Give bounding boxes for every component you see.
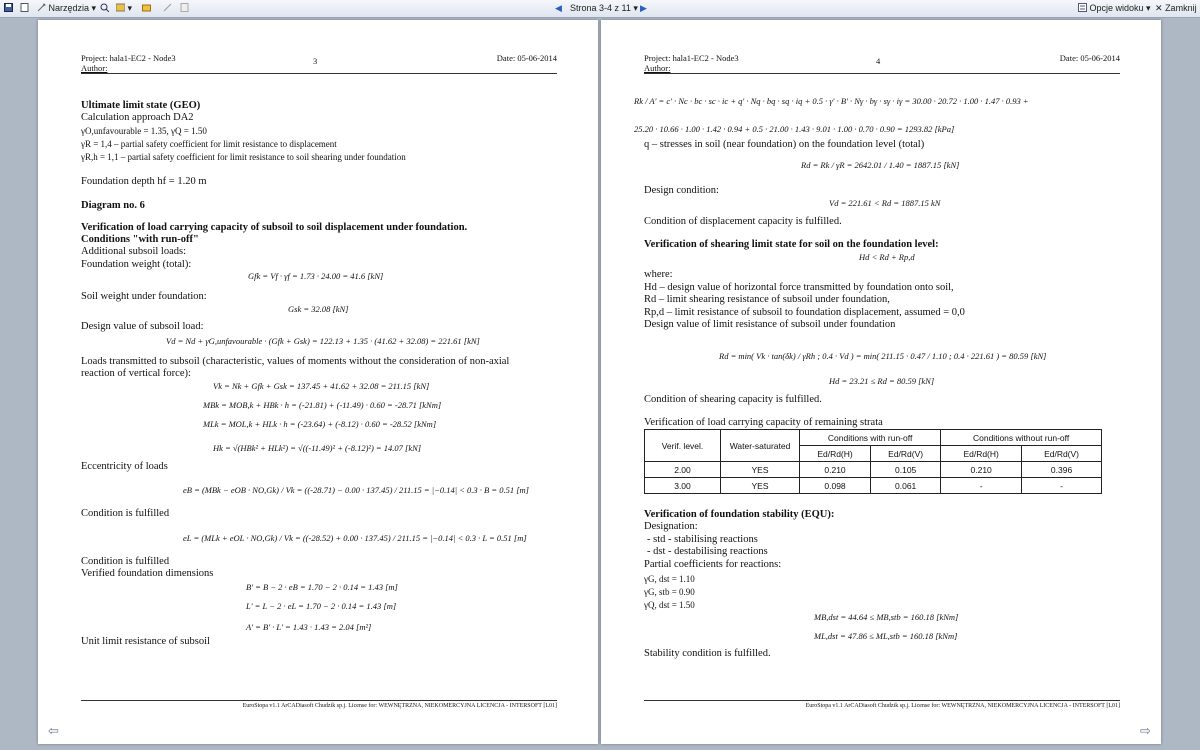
formula: Rd = min( Vk · tan(δk) / γRh ; 0.4 · Vd ) = min( 211.15 · 0.47 / 1.10 ; 0.4 · 221.61 ) = 80.59 [kN] bbox=[719, 351, 1047, 361]
body-text: Loads transmitted to subsoil (characteristic, values of moments without the consideration of non-axial bbox=[81, 356, 510, 367]
previous-page-icon[interactable]: ◀ bbox=[555, 3, 562, 13]
body-text: γR,h = 1,1 – partial safety coefficient for limit resistance to soil shearing under foundation bbox=[81, 152, 406, 162]
formula: Vd = 221.61 < Rd = 1887.15 kN bbox=[829, 198, 941, 208]
body-text: γO,unfavourable = 1.35, γQ = 1.50 bbox=[81, 126, 207, 136]
page-date: Date: 05-06-2014 bbox=[496, 53, 557, 63]
body-text: Unit limit resistance of subsoil bbox=[81, 636, 210, 647]
section-title: Verification of load carrying capacity of subsoil to soil displacement under foundation. bbox=[81, 222, 468, 233]
zoom-icon[interactable] bbox=[100, 2, 109, 15]
formula: Gfk = Vf · γf = 1.73 · 24.00 = 41.6 [kN] bbox=[248, 271, 384, 281]
body-text: - std - stabilising reactions bbox=[647, 534, 758, 545]
formula: MB,dst = 44.64 ≤ MB,stb = 160.18 [kNm] bbox=[814, 612, 959, 622]
footer-rule bbox=[81, 700, 557, 701]
body-text: Stability condition is fulfilled. bbox=[644, 648, 771, 659]
body-text: Condition is fulfilled bbox=[81, 556, 170, 567]
table-cell: 2.00 bbox=[645, 462, 721, 478]
page-footer: EuroStopa v1.1 ArCADiasoft Chudzik sp.j. License for: WEWNĘTRZNA, NIEKOMERCYJNA LICENCJA - INTERSOFT [L01] bbox=[805, 703, 1120, 709]
table-cell: 0.105 bbox=[871, 462, 941, 478]
body-text: reaction of vertical force): bbox=[81, 368, 191, 379]
header-rule bbox=[644, 73, 1120, 74]
table-cell: 0.396 bbox=[1022, 462, 1102, 478]
body-text: Condition is fulfilled bbox=[81, 508, 170, 519]
close-label: Zamknij bbox=[1165, 3, 1197, 13]
body-text: Verified foundation dimensions bbox=[81, 568, 214, 579]
formula: MLk = MOL,k + HLk · h = (-23.64) + (-8.12) · 0.60 = -28.52 [kNm] bbox=[203, 419, 437, 429]
body-text: Condition of shearing capacity is fulfilled. bbox=[644, 394, 822, 405]
table-header: Verif. level. bbox=[645, 430, 721, 462]
body-text: Designation: bbox=[644, 521, 698, 532]
table-cell: YES bbox=[721, 478, 800, 494]
table-cell: YES bbox=[721, 462, 800, 478]
table-cell: 0.061 bbox=[871, 478, 941, 494]
formula: 25.20 · 10.66 · 1.00 · 1.42 · 0.94 + 0.5 · 21.00 · 1.43 · 9.01 · 1.00 · 0.70 · 0.90 = 1293.82 [kPa] bbox=[634, 124, 955, 134]
table-cell: 0.098 bbox=[800, 478, 871, 494]
page-icon[interactable] bbox=[180, 2, 189, 15]
body-text: q – stresses in soil (near foundation) on the foundation level (total) bbox=[644, 139, 925, 150]
project-header: Project: hala1-EC2 - Node3 bbox=[644, 53, 739, 63]
tools-menu[interactable]: Narzędzia ▾ bbox=[37, 2, 96, 15]
formula: Rk / A' = c' · Nc · bc · sc · ic + q' · Nq · bq · sq · iq + 0.5 · γ' · B' · Nγ · bγ · sγ · iγ = 30.00 · 20.72 · 1.00 · 1.47 · 0.93 + bbox=[634, 96, 1029, 106]
section-title: Verification of shearing limit state for soil on the foundation level: bbox=[644, 239, 939, 250]
body-text: Calculation approach DA2 bbox=[81, 112, 194, 123]
formula: MBk = MOB,k + HBk · h = (-21.81) + (-11.49) · 0.60 = -28.71 [kNm] bbox=[203, 400, 442, 410]
section-title: Conditions "with run-off" bbox=[81, 234, 199, 245]
formula: Rd = Rk / γR = 2642.01 / 1.40 = 1887.15 [kN] bbox=[801, 160, 960, 170]
page-indicator[interactable]: Strona 3-4 z 11 ▾ bbox=[570, 3, 638, 13]
body-text: Partial coefficients for reactions: bbox=[644, 559, 782, 570]
table-subheader: Ed/Rd(H) bbox=[941, 446, 1022, 462]
body-text: Hd – design value of horizontal force transmitted by foundation onto soil, bbox=[644, 282, 954, 293]
page-icon[interactable] bbox=[20, 2, 29, 15]
language-icon[interactable]: ▾ bbox=[116, 2, 132, 15]
edit-icon[interactable] bbox=[163, 2, 172, 15]
table-row bbox=[645, 478, 1102, 494]
table-cell: 0.210 bbox=[800, 462, 871, 478]
formula: eB = (MBk − eOB · NO,Gk) / Vk = ((-28.71) − 0.00 · 137.45) / 211.15 = |−0.14| < 0.3 · B = 0.51 [m] bbox=[183, 485, 529, 495]
section-title: Verification of foundation stability (EQU): bbox=[644, 509, 835, 520]
scroll-left-icon[interactable]: ⇦ bbox=[48, 724, 59, 739]
author-header: Author: bbox=[81, 63, 108, 73]
page-indicator-label: Strona 3-4 z 11 bbox=[570, 3, 631, 13]
body-text: where: bbox=[644, 269, 673, 280]
viewer-toolbar bbox=[0, 0, 1200, 18]
body-text: Additional subsoil loads: bbox=[81, 246, 186, 257]
tools-label: Narzędzia bbox=[48, 3, 90, 13]
body-text: Foundation depth hf = 1.20 m bbox=[81, 176, 207, 187]
formula: eL = (MLk + eOL · NO,Gk) / Vk = ((-28.52) + 0.00 · 137.45) / 211.15 = |−0.14| < 0.3 · L = 0.51 [m] bbox=[183, 533, 527, 543]
table-row bbox=[645, 462, 1102, 478]
formula: Hd = 23.21 ≤ Rd = 80.59 [kN] bbox=[829, 376, 935, 386]
formula: A' = B' · L' = 1.43 · 1.43 = 2.04 [m²] bbox=[246, 622, 372, 632]
document-page-3 bbox=[38, 20, 598, 744]
footer-rule bbox=[644, 700, 1120, 701]
body-text: Design value of subsoil load: bbox=[81, 321, 204, 332]
table-cell: - bbox=[941, 478, 1022, 494]
body-text: γQ, dst = 1.50 bbox=[644, 600, 695, 610]
save-icon[interactable] bbox=[4, 2, 13, 15]
body-text: Foundation weight (total): bbox=[81, 259, 192, 270]
formula: Hd < Rd + Rp,d bbox=[859, 252, 915, 262]
view-options-button[interactable]: Opcje widoku ▾ bbox=[1078, 2, 1151, 15]
close-icon: ✕ bbox=[1155, 3, 1163, 13]
page-number: 4 bbox=[876, 56, 881, 66]
body-text: Design condition: bbox=[644, 185, 719, 196]
document-page-4 bbox=[601, 20, 1161, 744]
table-header: Conditions with run-off bbox=[800, 430, 941, 446]
table-subheader: Ed/Rd(V) bbox=[871, 446, 941, 462]
table-cell: 3.00 bbox=[645, 478, 721, 494]
body-text: Soil weight under foundation: bbox=[81, 291, 207, 302]
section-title: Ultimate limit state (GEO) bbox=[81, 100, 201, 111]
body-text: Rd – limit shearing resistance of subsoil under foundation, bbox=[644, 294, 890, 305]
formula: ML,dst = 47.86 ≤ ML,stb = 160.18 [kNm] bbox=[814, 631, 958, 641]
body-text: Eccentricity of loads bbox=[81, 461, 168, 472]
formula: Hk = √(HBk² + HLk²) = √((-11.49)² + (-8.12)²) = 14.07 [kN] bbox=[213, 443, 422, 453]
project-header: Project: hala1-EC2 - Node3 bbox=[81, 53, 176, 63]
header-rule bbox=[81, 73, 557, 74]
table-cell: - bbox=[1022, 478, 1102, 494]
next-page-icon[interactable]: ▶ bbox=[640, 3, 647, 13]
table-cell: 0.210 bbox=[941, 462, 1022, 478]
author-header: Author: bbox=[644, 63, 671, 73]
formula: Gsk = 32.08 [kN] bbox=[288, 304, 349, 314]
formula: L' = L − 2 · eL = 1.70 − 2 · 0.14 = 1.43 [m] bbox=[246, 601, 397, 611]
body-text: γG, stb = 0.90 bbox=[644, 587, 695, 597]
formula: Vk = Nk + Gfk + Gsk = 137.45 + 41.62 + 32.08 = 211.15 [kN] bbox=[213, 381, 430, 391]
section-title: Diagram no. 6 bbox=[81, 200, 145, 211]
scroll-right-icon[interactable]: ⇨ bbox=[1140, 724, 1151, 739]
formula: B' = B − 2 · eB = 1.70 − 2 · 0.14 = 1.43 [m] bbox=[246, 582, 398, 592]
body-text: Design value of limit resistance of subsoil under foundation bbox=[644, 319, 896, 330]
page-date: Date: 05-06-2014 bbox=[1059, 53, 1120, 63]
body-text: Condition of displacement capacity is fulfilled. bbox=[644, 216, 842, 227]
table-subheader: Ed/Rd(V) bbox=[1022, 446, 1102, 462]
table-header: Conditions without run-off bbox=[941, 430, 1102, 446]
body-text: Rp,d – limit resistance of subsoil to foundation displacement, assumed = 0,0 bbox=[644, 307, 965, 318]
body-text: Verification of load carrying capacity of remaining strata bbox=[644, 417, 883, 428]
body-text: γR = 1,4 – partial safety coefficient for limit resistance to displacement bbox=[81, 139, 337, 149]
body-text: γG, dst = 1.10 bbox=[644, 574, 695, 584]
table-header: Water-saturated bbox=[721, 430, 800, 462]
view-options-label: Opcje widoku bbox=[1089, 3, 1144, 13]
strata-table bbox=[644, 429, 1102, 494]
formula: Vd = Nd + γG,unfavourable · (Gfk + Gsk) = 122.13 + 1.35 · (41.62 + 32.08) = 221.61 [kN] bbox=[166, 336, 480, 346]
page-number: 3 bbox=[313, 56, 318, 66]
body-text: - dst - destabilising reactions bbox=[647, 546, 768, 557]
table-subheader: Ed/Rd(H) bbox=[800, 446, 871, 462]
page-footer: EuroStopa v1.1 ArCADiasoft Chudzik sp.j. License for: WEWNĘTRZNA, NIEKOMERCYJNA LICENCJA - INTERSOFT [L01] bbox=[242, 703, 557, 709]
close-button[interactable] bbox=[1155, 2, 1197, 15]
folder-icon[interactable] bbox=[142, 2, 151, 15]
